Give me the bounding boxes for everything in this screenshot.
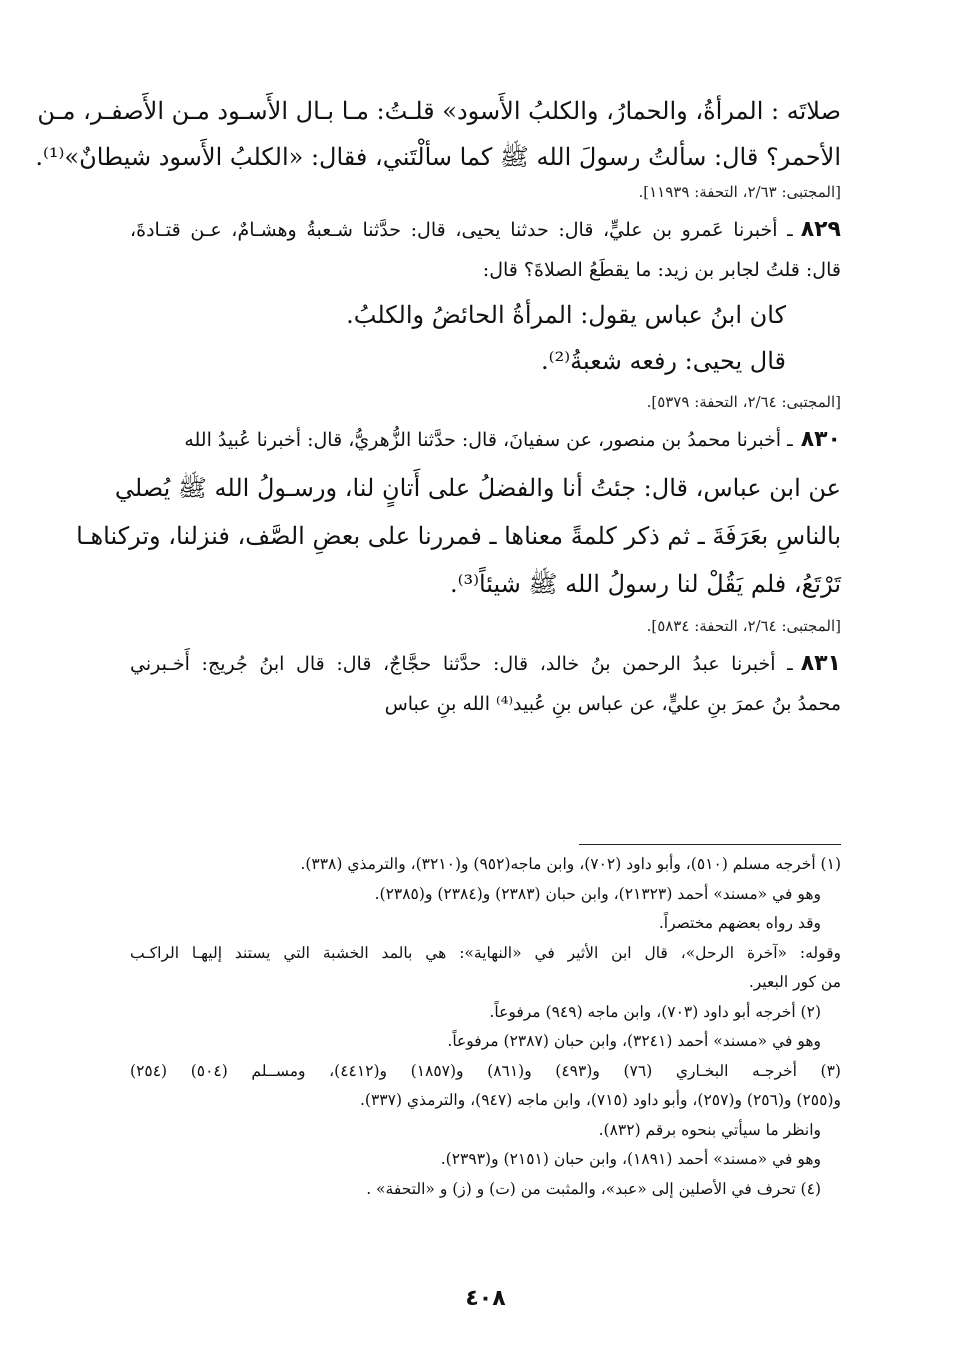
hadith-830 bbox=[130, 420, 841, 460]
text-line: قال يحيى: رفعه شعبةُ⁽²⁾. bbox=[541, 347, 786, 375]
source-reference: [المجتبى: ٢/٦٤، التحفة: ٥٨٣٤]. bbox=[646, 617, 841, 635]
page-number: ٤٠٨ bbox=[465, 1286, 506, 1311]
hadith-number: ٨٣١ bbox=[800, 651, 841, 676]
footnote-line: (١) أخرجه مسلم (٥١٠)، وأبو داود (٧٠٢)، وابن ماجه(٩٥٢) و(٣٢١٠)، والترمذي (٣٣٨). bbox=[300, 855, 841, 873]
hadith-number: ٨٣٠ bbox=[800, 427, 841, 452]
paragraph-continuation bbox=[35, 88, 841, 180]
footnote-line: وقد رواه بعضهم مختصراً. bbox=[658, 914, 821, 932]
footnote-line: و(٢٥٥) و(٢٥٦) و(٢٥٧)، وأبو داود (٧١٥)، وابن ماجه (٩٤٧)، والترمذي (٣٣٧). bbox=[359, 1091, 841, 1109]
hadith-number: ٨٢٩ bbox=[800, 217, 841, 242]
footnote-divider bbox=[579, 844, 841, 845]
source-reference: [المجتبى: ٢/٦٣، التحفة: ١١٩٣٩]. bbox=[638, 183, 841, 201]
footnote-line: وهو في «مسند» أحمد (٣٢٤١)، وابن حبان (٢٣٨٧) مرفوعاً. bbox=[447, 1032, 821, 1050]
hadith-829-quote bbox=[130, 292, 841, 384]
hadith-829 bbox=[130, 210, 841, 290]
text-line: عن ابن عباس، قال: جئتُ أنا والفضلُ على أَتانٍ لنا، ورسـولُ الله ﷺ يُصلي bbox=[114, 474, 841, 502]
footnote-line: وانظر ما سيأتي بنحوه برقم (٨٣٢). bbox=[598, 1120, 821, 1139]
text-line: الأحمر؟ قال: سألتُ رسولَ الله ﷺ كما سألْتَني، فقال: «الكلبُ الأَسود شيطانٌ»⁽¹⁾. bbox=[35, 143, 841, 171]
text-line: صلاتَه : المرأةُ، والحمارُ، والكلبُ الأَسود» قلـتُ: مـا بـال الأَسـود مـن الأَصفـر، مـن bbox=[37, 97, 841, 125]
footnote-line: (٤) تحرف في الأصلين إلى «عبد»، والمثبت من (ت) و (ز) و «التحفة» . bbox=[366, 1179, 821, 1198]
text-line: بالناسِ بعَرَفَةَ ـ ثم ذكر كلمةً معناها ـ فمررنا على بعضِ الصَّف، فنزلنا، وتركناهـا bbox=[76, 522, 841, 550]
footnote-line: وهو في «مسند» أحمد (١٨٩١)، وابن حبان (٢١٥١) و(٢٣٩٣). bbox=[440, 1150, 821, 1168]
footnote-line: (٢) أخرجه أبو داود (٧٠٣)، وابن ماجه (٩٤٩) مرفوعاً. bbox=[489, 1002, 821, 1021]
text-line: ـ أخبرنا عبدُ الرحمن بنُ خالد، قال: حدَّثنا حجَّاجٌ، قال: قال ابنُ جُريج: أَخـبرني bbox=[130, 653, 793, 675]
footnote-line: وهو في «مسند» أحمد (٢١٣٢٣)، وابن حبان (٢٣٨٣) و(٢٣٨٤) و(٢٣٨٥). bbox=[374, 884, 821, 903]
hadith-830-body bbox=[76, 464, 841, 608]
document-page bbox=[35, 88, 841, 1357]
footnotes bbox=[130, 850, 841, 1204]
text-line: محمدُ بنُ عمرَ بنِ عليٍّ، عن عباس بنِ عُبيد⁽⁴⁾ الله بنِ عباس bbox=[384, 693, 841, 715]
hadith-831 bbox=[130, 644, 841, 724]
text-line: تَرْتَعُ، فلم يَقُلْ لنا رسولُ الله ﷺ شيئاً⁽³⁾. bbox=[449, 570, 841, 598]
source-reference: [المجتبى: ٢/٦٤، التحفة: ٥٣٧٩]. bbox=[646, 393, 841, 411]
text-line: ـ أخبرنا محمدُ بن منصور، عن سفيانَ، قال: حدَّثنا الزُّهريُّ، قال: أخبرنا عُبيدُ الله bbox=[184, 429, 793, 451]
text-line: قال: قلتُ لجابر بن زيد: ما يقطَعُ الصلاةَ؟ قال: bbox=[482, 259, 841, 281]
text-line: كان ابنُ عباس يقول: المرأةُ الحائضُ والكلبُ. bbox=[346, 301, 786, 329]
footnote-line: (٣) أخرجـه البخـاري (٧٦) و(٤٩٣) و(٨٦١) و(١٨٥٧) و(٤٤١٢)، ومســلم (٥٠٤) (٢٥٤) bbox=[130, 1061, 841, 1080]
footnote-line: وقوله: «آخرة الرحل»، قال ابن الأثير في «النهاية»: هي بالمد الخشبة التي يستند إليهـا الراكـب bbox=[130, 943, 841, 962]
text-line: ـ أخبرنا عَمرو بن عليٍّ، قال: حدثنا يحيى، قال: حدَّثنا شـعبةُ وهشـامٌ، عـن قتـادةَ، bbox=[130, 219, 793, 241]
footnote-line: من كور البعير. bbox=[748, 973, 841, 991]
